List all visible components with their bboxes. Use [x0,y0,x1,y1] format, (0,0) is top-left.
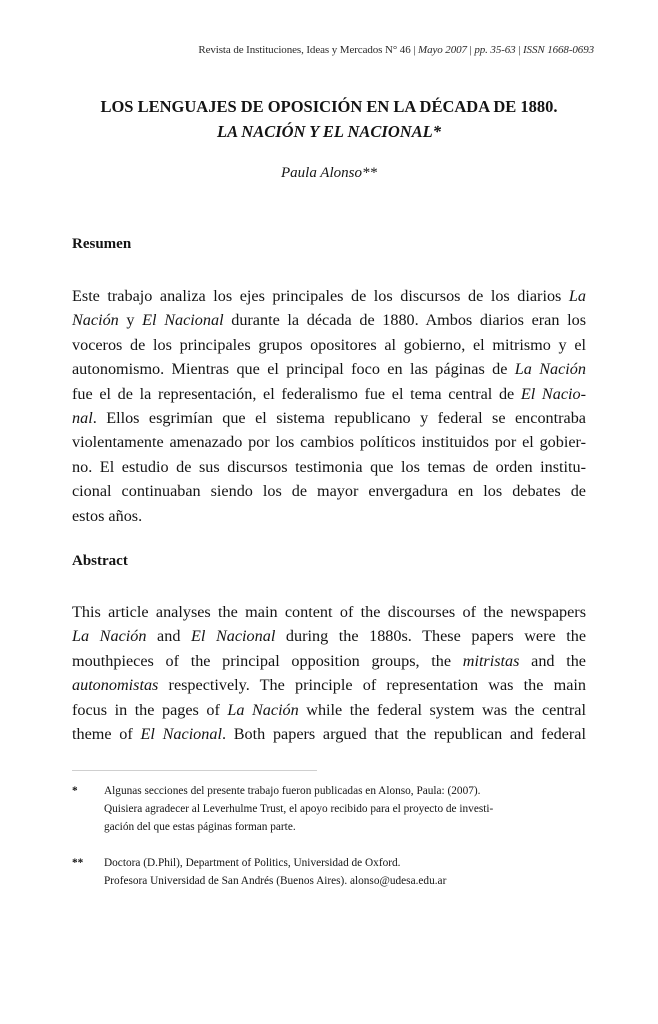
footnote-1 [72,782,586,836]
text-line: no. El estudio de sus discursos testimonia que los temas de orden institu- [72,457,586,476]
text-line: voceros de los principales grupos opositores al gobierno, el mitrismo y el [72,335,586,354]
journal-name: Revista de Instituciones, Ideas y Mercados N° 46 [198,44,411,56]
running-head [0,44,594,56]
text-line: violentamente amenazado por los cambios políticos instituidos por el gobier- [72,433,586,452]
text-line: Este trabajo analiza los ejes principales de los discursos de los diarios La [72,287,586,305]
text-line: nal. Ellos esgrimían que el sistema republicano y federal se encontraba [72,409,586,428]
footnote-line: Algunas secciones del presente trabajo fueron publicadas en Alonso, Paula: (2007). [104,785,481,797]
resumen-heading: Resumen [72,236,132,252]
article-title [0,94,658,144]
footnote-marker: * [72,785,78,797]
text-line: fue el de la representación, el federalismo fue el tema central de El Nacio- [72,384,586,403]
title-line-1: LOS LENGUAJES DE OPOSICIÓN EN LA DÉCADA DE 1880. [100,97,558,116]
text-line: theme of El Nacional. Both papers argued that the republican and federal [72,725,586,744]
footnote-line: Quisiera agradecer al Leverhulme Trust, el apoyo recibido para el proyecto de investi- [104,803,494,815]
footnote-marker: ** [72,857,84,869]
footnote-divider [72,770,317,771]
author-name: Paula Alonso** [281,165,377,181]
issue-date: Mayo 2007 [418,44,467,56]
text-line: Nación y El Nacional durante la década de 1880. Ambos diarios eran los [72,311,586,330]
text-line: focus in the pages of La Nación while the federal system was the central [72,700,586,719]
footnote-line: Doctora (D.Phil), Department of Politics, Universidad de Oxford. [104,857,401,869]
footnote-line: gación del que estas páginas forman parte. [104,821,296,833]
text-line: mouthpieces of the principal opposition groups, the mitristas and the [72,651,586,670]
separator: | [515,44,523,56]
resumen-paragraph [72,284,586,528]
text-line: This article analyses the main content of the discourses of the newspapers [72,603,586,621]
abstract-heading: Abstract [72,553,128,569]
text-line: La Nación and El Nacional during the 1880s. These papers were the [72,627,587,646]
footnote-line: Profesora Universidad de San Andrés (Buenos Aires). alonso@udesa.edu.ar [104,875,447,887]
text-line: estos años. [72,506,143,525]
separator: | [466,44,475,56]
text-line: cional continuaban siendo los de mayor envergadura en los debates de [72,482,586,501]
issn: ISSN 1668-0693 [522,44,594,56]
text-line: autonomismo. Mientras que el principal foco en las páginas de La Nación [72,360,586,379]
separator: | [410,44,418,56]
footnote-2 [72,854,586,890]
text-line: autonomistas respectively. The principle of representation was the main [72,676,586,695]
page-range: pp. 35-63 [474,44,516,56]
abstract-paragraph [72,600,586,746]
title-line-2: LA NACIÓN Y EL NACIONAL* [216,122,441,141]
